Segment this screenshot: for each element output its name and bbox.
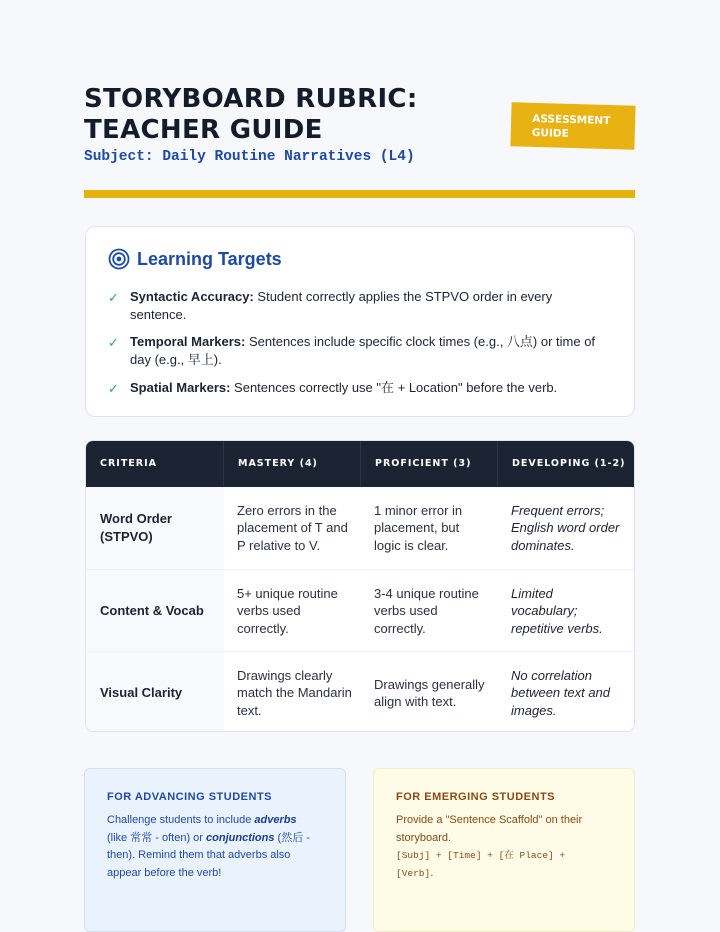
mastery-cell: Drawings clearly match the Mandarin text. [237, 667, 352, 718]
proficient-cell: 3-4 unique routine verbs used correctly. [374, 585, 479, 636]
mastery-cell: Zero errors in the placement of T and P relative to V. [237, 502, 348, 553]
column-header-proficient: PROFICIENT (3) [360, 441, 498, 487]
developing-cell: Limited vocabulary; repetitive verbs. [511, 585, 603, 636]
advancing-body [107, 812, 317, 882]
developing-cell: No correlation between text and images. [511, 667, 611, 718]
advancing-text: (然后 - then). Remind them that adverbs also appear before the verb! [107, 831, 310, 879]
target-label: Spatial Markers: [130, 380, 231, 395]
target-item [108, 333, 600, 369]
table-row [86, 487, 635, 569]
emerging-body [396, 812, 606, 882]
rubric-header-row [86, 441, 635, 487]
advancing-students-panel [84, 768, 346, 932]
table-row [86, 651, 635, 732]
target-item [108, 288, 600, 324]
emerging-students-panel [373, 768, 635, 932]
criteria-cell: Word Order (STPVO) [100, 511, 172, 544]
subject-line: Subject: Daily Routine Narratives (L4) [84, 149, 415, 165]
proficient-cell: 1 minor error in placement, but logic is clear. [374, 502, 463, 553]
title-line-1: STORYBOARD RUBRIC: [84, 84, 418, 114]
learning-targets-title: Learning Targets [137, 248, 282, 269]
advancing-emphasis: conjunctions [206, 831, 275, 844]
learning-targets-heading [108, 248, 282, 270]
check-icon: ✓ [108, 290, 119, 305]
badge-line-1: ASSESSMENT [532, 112, 611, 128]
rubric-table [85, 440, 635, 732]
emerging-text: Provide a "Sentence Scaffold" on their storyboard. [396, 814, 583, 844]
target-text: Sentences include specific clock times (e.g., 八点) or time of day (e.g., 早上). [130, 334, 596, 367]
advancing-text: (like 常常 - often) or [107, 831, 207, 844]
column-header-developing: DEVELOPING (1-2) [497, 441, 635, 487]
target-text: Student correctly applies the STPVO order in every sentence. [130, 289, 553, 322]
emerging-text: . [430, 866, 434, 879]
page-title [84, 84, 418, 146]
learning-targets-card [85, 226, 635, 417]
column-header-criteria: CRITERIA [100, 458, 157, 469]
emerging-title: FOR EMERGING STUDENTS [396, 791, 556, 803]
check-icon: ✓ [108, 381, 119, 396]
proficient-cell: Drawings generally align with text. [374, 676, 485, 709]
mastery-cell: 5+ unique routine verbs used correctly. [237, 585, 338, 636]
assessment-guide-badge [510, 102, 635, 149]
advancing-emphasis: adverbs [254, 814, 297, 826]
header-divider [84, 190, 635, 198]
advancing-text: Challenge students to include [107, 814, 255, 826]
target-text: Sentences correctly use "在 + Location" before the verb. [230, 380, 558, 395]
check-icon: ✓ [108, 335, 119, 350]
title-line-2: TEACHER GUIDE [84, 115, 323, 145]
table-row [86, 569, 635, 652]
column-header-mastery: MASTERY (4) [223, 441, 361, 487]
advancing-title: FOR ADVANCING STUDENTS [107, 791, 272, 803]
sentence-scaffold-code: [Subj] + [Time] + [在 Place] + [Verb] [396, 850, 566, 879]
target-label: Temporal Markers: [130, 334, 246, 349]
criteria-cell: Content & Vocab [100, 603, 204, 618]
badge-line-2: GUIDE [531, 126, 569, 140]
criteria-cell: Visual Clarity [100, 685, 183, 700]
target-label: Syntactic Accuracy: [130, 289, 254, 304]
target-icon [108, 248, 130, 270]
developing-cell: Frequent errors; English word order dominates. [511, 502, 620, 553]
target-item [108, 379, 600, 397]
